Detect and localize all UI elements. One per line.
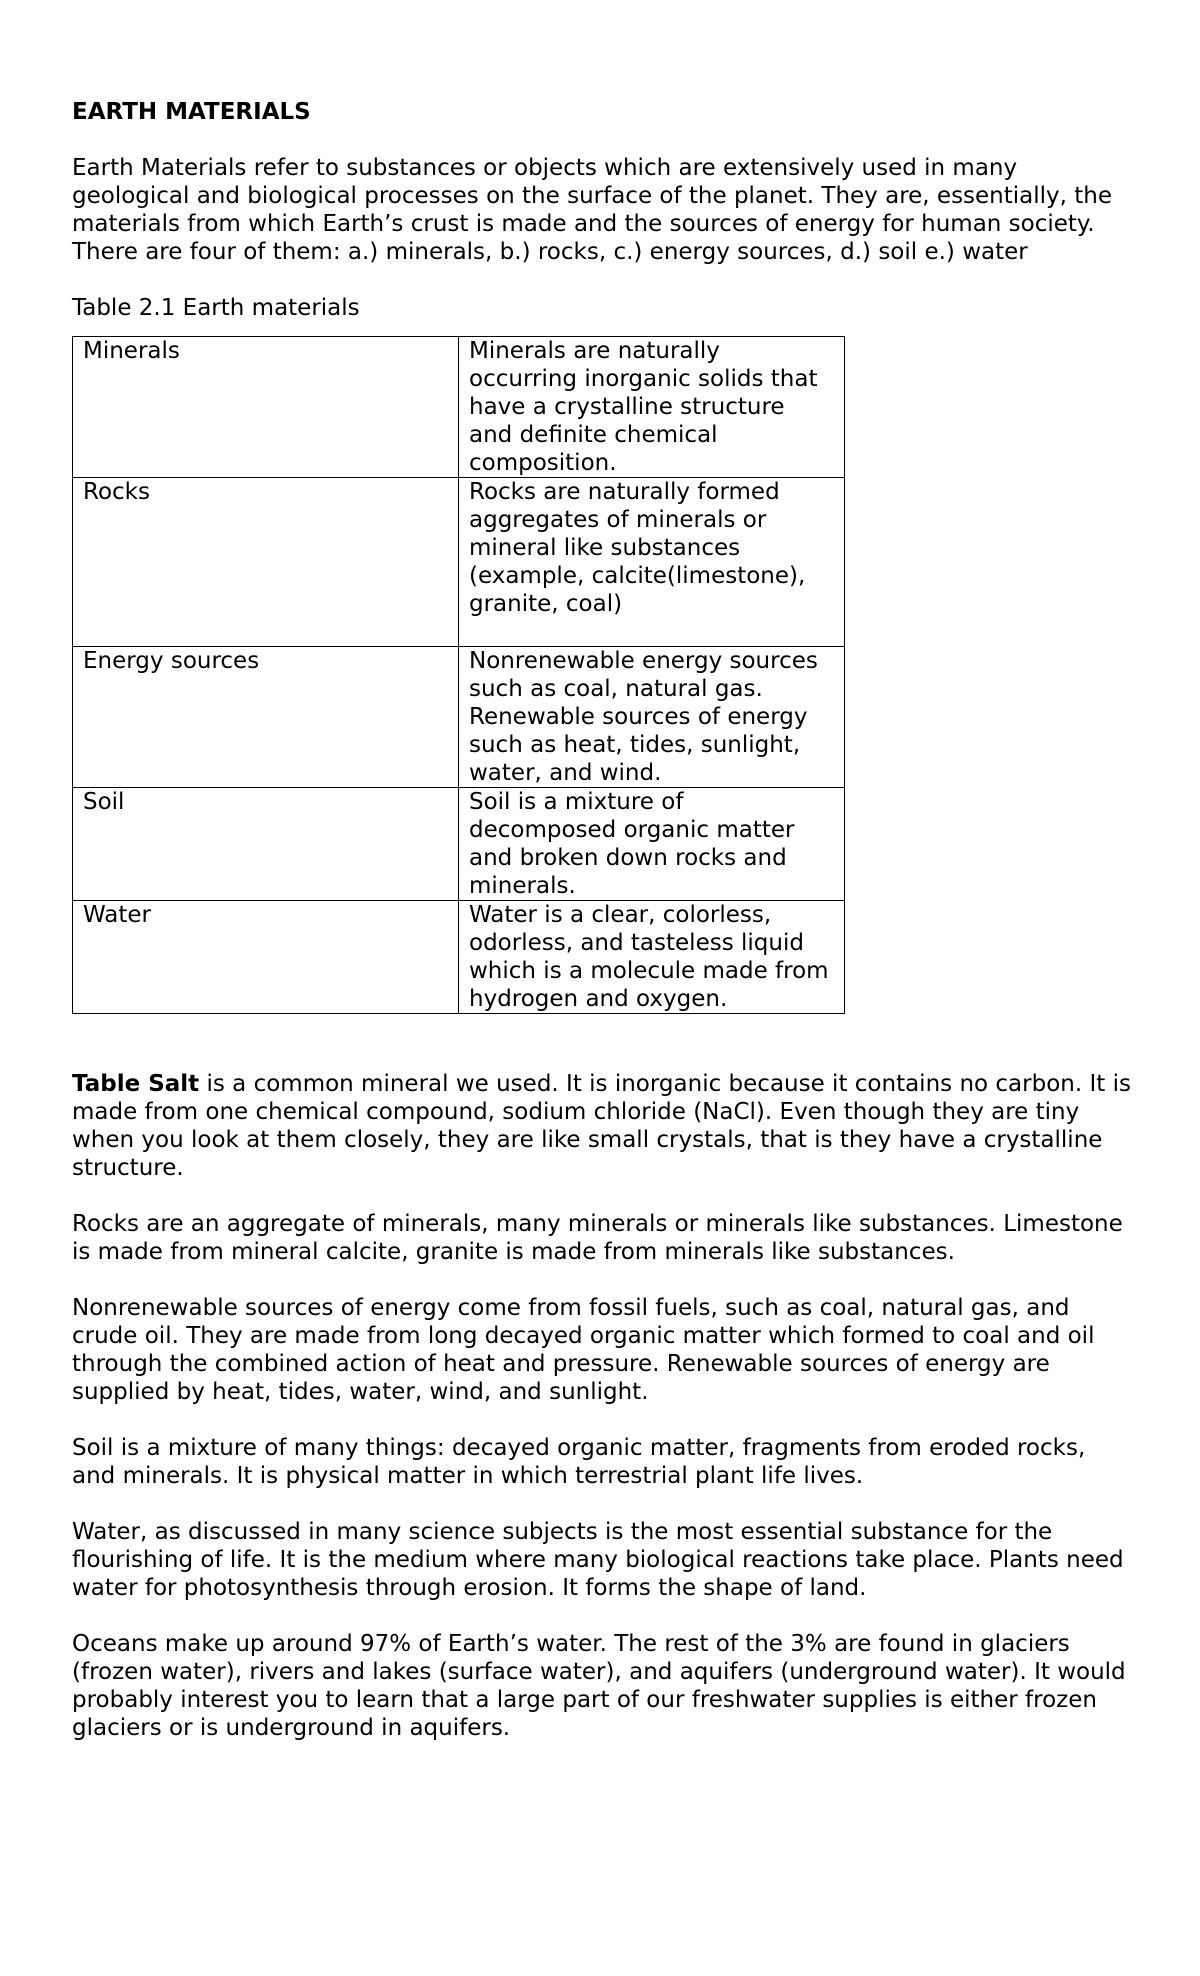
energy-paragraph: Nonrenewable sources of energy come from fossil fuels, such as coal, natural gas, and crude oil. They are made from long decayed organic matter which formed to coal and oil through the combined action of heat and pressure. Renewable sources of energy are supplied by heat, tides, water, wind, and sunlight. xyxy=(72,1295,1095,1405)
table-salt-paragraph xyxy=(72,1070,1132,1182)
soil-paragraph: Soil is a mixture of many things: decayed organic matter, fragments from eroded rocks, and minerals. It is physical matter in which terrestrial plant life lives. xyxy=(72,1435,1086,1489)
oceans-paragraph: Oceans make up around 97% of Earth’s water. The rest of the 3% are found in glaciers (frozen water), rivers and lakes (surface water), and aquifers (underground water). It would probably interest you to learn that a large part of our freshwater supplies is either frozen glaciers or is underground in aquifers. xyxy=(72,1631,1126,1741)
material-name-cell: Rocks xyxy=(73,478,459,647)
table-row xyxy=(73,647,845,788)
material-name-cell: Energy sources xyxy=(73,647,459,788)
table-salt-term: Table Salt xyxy=(72,1071,200,1097)
material-description-cell: Water is a clear, colorless, odorless, and tasteless liquid which is a molecule made from hydrogen and oxygen. xyxy=(459,901,845,1014)
material-description-cell: Rocks are naturally formed aggregates of minerals or mineral like substances (example, calcite(limestone), granite, coal) xyxy=(459,478,845,647)
material-name-cell: Water xyxy=(73,901,459,1014)
document-title: EARTH MATERIALS xyxy=(72,99,311,125)
intro-paragraph: Earth Materials refer to substances or objects which are extensively used in many geological and biological processes on the surface of the planet. They are, essentially, the materials from which Earth’s crust is made and the sources of energy for human society. There are four of them: a.) minerals, b.) rocks, c.) energy sources, d.) soil e.) water xyxy=(72,155,1113,265)
material-name-cell: Soil xyxy=(73,788,459,901)
rocks-paragraph: Rocks are an aggregate of minerals, many minerals or minerals like substances. Limestone is made from mineral calcite, granite is made from minerals like substances. xyxy=(72,1211,1123,1265)
table-caption: Table 2.1 Earth materials xyxy=(72,295,360,321)
document-page xyxy=(72,98,1132,1770)
material-description-cell: Minerals are naturally occurring inorganic solids that have a crystalline structure and definite chemical composition. xyxy=(459,337,845,478)
water-paragraph: Water, as discussed in many science subjects is the most essential substance for the flourishing of life. It is the medium where many biological reactions take place. Plants need water for photosynthesis through erosion. It forms the shape of land. xyxy=(72,1519,1124,1601)
material-description-cell: Soil is a mixture of decomposed organic matter and broken down rocks and minerals. xyxy=(459,788,845,901)
table-row xyxy=(73,788,845,901)
material-description-cell: Nonrenewable energy sources such as coal, natural gas. Renewable sources of energy such as heat, tides, sunlight, water, and wind. xyxy=(459,647,845,788)
material-name-cell: Minerals xyxy=(73,337,459,478)
table-row xyxy=(73,901,845,1014)
table-row xyxy=(73,337,845,478)
table-salt-text: is a common mineral we used. It is inorganic because it contains no carbon. It is made from one chemical compound, sodium chloride (NaCl). Even though they are tiny when you look at them closely, they are like small crystals, that is they have a crystalline structure. xyxy=(72,1071,1131,1181)
table-row xyxy=(73,478,845,647)
earth-materials-table xyxy=(72,336,845,1014)
